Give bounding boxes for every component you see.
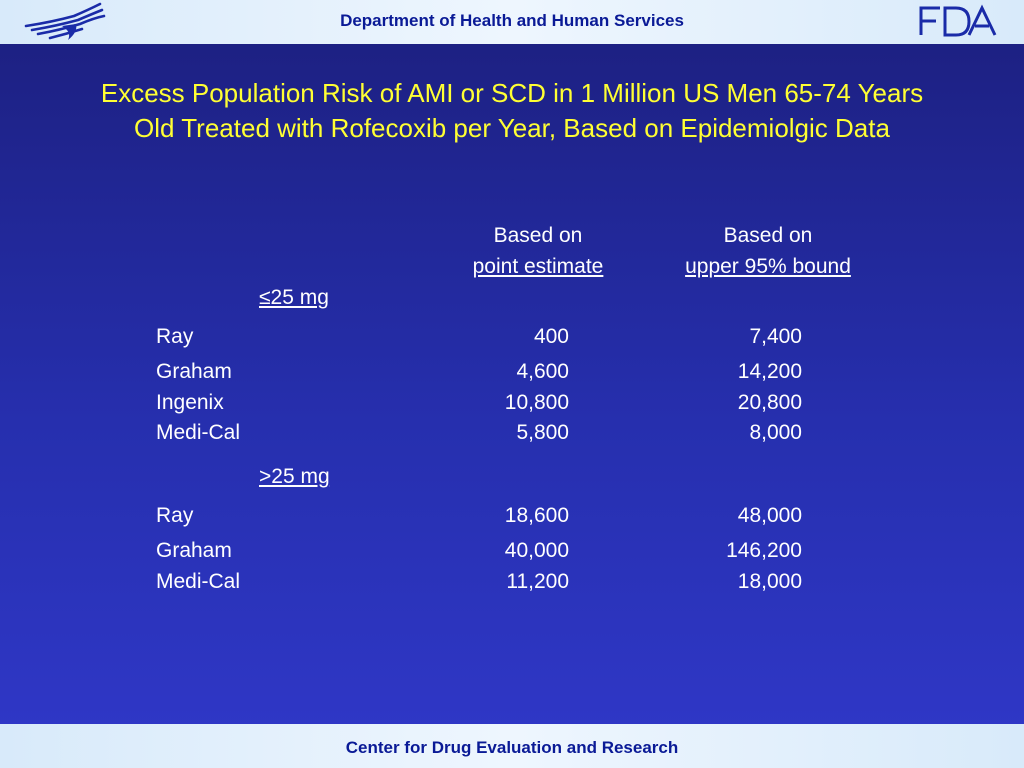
- section-label-high-dose: >25 mg: [259, 465, 330, 488]
- table-row-source: Ray: [156, 504, 194, 527]
- table-row-point: 400: [533, 325, 569, 348]
- footer-bar: [0, 724, 1024, 768]
- table-row-upper: 20,800: [737, 391, 802, 414]
- table-row-point: 18,600: [504, 504, 569, 527]
- table-row-upper: 8,000: [749, 421, 802, 444]
- table-row-point: 5,800: [516, 421, 569, 444]
- column-header-point-line-1: Based on: [493, 224, 583, 247]
- table-row-upper: 146,200: [726, 539, 802, 562]
- header-title: Department of Health and Human Services: [340, 11, 684, 30]
- slide-title-line-1: Excess Population Risk of AMI or SCD in 1 Million US Men 65-74 Years: [100, 78, 924, 108]
- slide-title-line-2: Old Treated with Rofecoxib per Year, Based on Epidemiolgic Data: [134, 113, 890, 143]
- table-row-upper: 48,000: [737, 504, 802, 527]
- table-row-source: Ingenix: [156, 391, 224, 414]
- table-row-upper: 7,400: [749, 325, 802, 348]
- table-row-source: Medi-Cal: [156, 421, 241, 444]
- table-row-point: 40,000: [504, 539, 569, 562]
- column-header-upper-line-2: upper 95% bound: [685, 255, 851, 278]
- footer-title: Center for Drug Evaluation and Research: [345, 738, 679, 757]
- table-row-point: 11,200: [506, 570, 569, 593]
- section-label-low-dose: ≤25 mg: [259, 286, 329, 309]
- column-header-point-line-2: point estimate: [472, 255, 604, 278]
- table-row-point: 10,800: [504, 391, 569, 414]
- table-row-upper: 14,200: [737, 360, 802, 383]
- table-row-source: Medi-Cal: [156, 570, 241, 593]
- table-row-source: Graham: [156, 539, 232, 562]
- table-row-upper: 18,000: [737, 570, 802, 593]
- column-header-upper-line-1: Based on: [723, 224, 813, 247]
- table-row-point: 4,600: [516, 360, 569, 383]
- table-row-source: Ray: [156, 325, 194, 348]
- table-row-source: Graham: [156, 360, 232, 383]
